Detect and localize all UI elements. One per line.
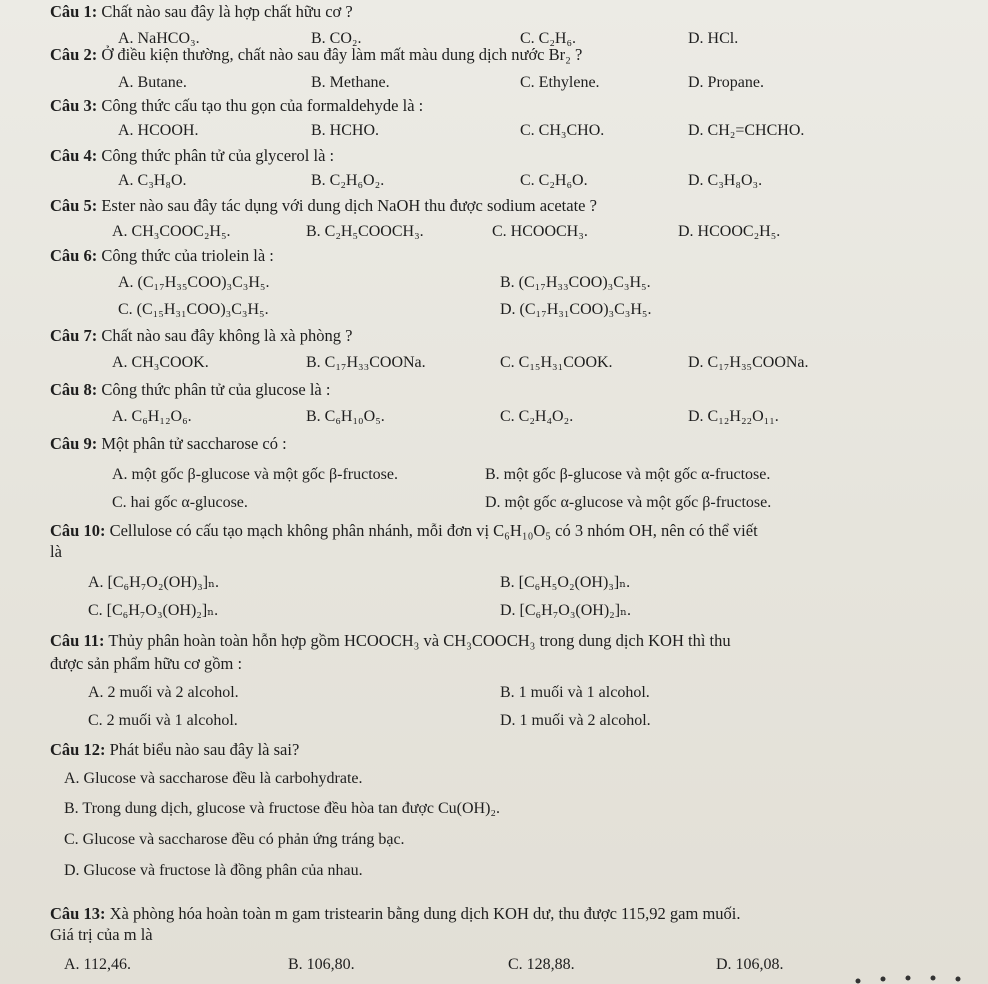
q2-option-d[interactable]: D. Propane. <box>688 74 764 91</box>
q12-option-c[interactable]: C. Glucose và saccharose đều có phản ứng tráng bạc. <box>64 831 405 848</box>
q4-option-a[interactable]: A. C₃H₈O. <box>118 172 187 189</box>
q10-option-d[interactable]: D. [C₆H₇O₃(OH)₂]ₙ. <box>500 602 631 619</box>
q1-option-c[interactable]: C. C₂H₆. <box>520 30 577 47</box>
question-11-cont: được sản phẩm hữu cơ gồm : <box>50 654 243 673</box>
question-2: Câu 2: Ở điều kiện thường, chất nào sau đây làm mất màu dung dịch nước Br₂ ? <box>50 45 583 64</box>
q1-option-a[interactable]: A. NaHCO₃. <box>118 30 200 47</box>
q10-option-c[interactable]: C. [C₆H₇O₃(OH)₂]ₙ. <box>88 602 219 619</box>
q12-option-b[interactable]: B. Trong dung dịch, glucose và fructose đều hòa tan được Cu(OH)₂. <box>64 800 500 817</box>
q11-option-b[interactable]: B. 1 muối và 1 alcohol. <box>500 684 650 701</box>
q2-option-b[interactable]: B. Methane. <box>311 74 390 91</box>
q6-option-c[interactable]: C. (C₁₅H₃₁COO)₃C₃H₅. <box>118 301 269 318</box>
question-13-cont: Giá trị của m là <box>50 925 153 944</box>
q13-option-d[interactable]: D. 106,08. <box>716 956 784 973</box>
q4-option-d[interactable]: D. C₃H₈O₃. <box>688 172 763 189</box>
question-13: Câu 13: Xà phòng hóa hoàn toàn m gam tristearin bằng dung dịch KOH dư, thu được 115,92 gam muối. <box>50 904 741 923</box>
q9-option-a[interactable]: A. một gốc β-glucose và một gốc β-fructose. <box>112 466 398 483</box>
question-8: Câu 8: Công thức phân tử của glucose là : <box>50 380 331 399</box>
q9-option-c[interactable]: C. hai gốc α-glucose. <box>112 494 248 511</box>
q3-option-d[interactable]: D. CH₂=CHCHO. <box>688 122 805 139</box>
q5-option-a[interactable]: A. CH₃COOC₂H₅. <box>112 223 231 240</box>
question-10: Câu 10: Cellulose có cấu tạo mạch không phân nhánh, mỗi đơn vị C₆H₁₀O₅ có 3 nhóm OH, nên có thể viết <box>50 521 758 540</box>
question-1: Câu 1: Chất nào sau đây là hợp chất hữu cơ ? <box>50 2 353 21</box>
q3-option-c[interactable]: C. CH₃CHO. <box>520 122 605 139</box>
q3-option-b[interactable]: B. HCHO. <box>311 122 380 139</box>
q8-option-c[interactable]: C. C₂H₄O₂. <box>500 408 574 425</box>
q5-option-d[interactable]: D. HCOOC₂H₅. <box>678 223 781 240</box>
q4-option-c[interactable]: C. C₂H₆O. <box>520 172 588 189</box>
q8-option-a[interactable]: A. C₆H₁₂O₆. <box>112 408 192 425</box>
q7-option-c[interactable]: C. C₁₅H₃₁COOK. <box>500 354 613 371</box>
q3-option-a[interactable]: A. HCOOH. <box>118 122 199 139</box>
q10-option-a[interactable]: A. [C₆H₇O₂(OH)₃]ₙ. <box>88 574 219 591</box>
question-5: Câu 5: Ester nào sau đây tác dụng với dung dịch NaOH thu được sodium acetate ? <box>50 196 597 215</box>
q9-option-b[interactable]: B. một gốc β-glucose và một gốc α-fructose. <box>485 466 771 483</box>
q7-option-b[interactable]: B. C₁₇H₃₃COONa. <box>306 354 426 371</box>
q9-option-d[interactable]: D. một gốc α-glucose và một gốc β-fructose. <box>485 494 772 511</box>
page-corner-marks <box>838 970 988 984</box>
q4-option-b[interactable]: B. C₂H₆O₂. <box>311 172 385 189</box>
q2-option-c[interactable]: C. Ethylene. <box>520 74 600 91</box>
q7-option-a[interactable]: A. CH₃COOK. <box>112 354 209 371</box>
q11-option-d[interactable]: D. 1 muối và 2 alcohol. <box>500 712 651 729</box>
q11-option-a[interactable]: A. 2 muối và 2 alcohol. <box>88 684 239 701</box>
q1-option-d[interactable]: D. HCl. <box>688 30 739 47</box>
q8-option-b[interactable]: B. C₆H₁₀O₅. <box>306 408 385 425</box>
question-6: Câu 6: Công thức của triolein là : <box>50 246 274 265</box>
question-10-cont: là <box>50 542 62 561</box>
q6-option-b[interactable]: B. (C₁₇H₃₃COO)₃C₃H₅. <box>500 274 651 291</box>
question-12: Câu 12: Phát biểu nào sau đây là sai? <box>50 740 300 759</box>
question-7: Câu 7: Chất nào sau đây không là xà phòng ? <box>50 326 353 345</box>
question-3: Câu 3: Công thức cấu tạo thu gọn của formaldehyde là : <box>50 96 424 115</box>
q12-option-a[interactable]: A. Glucose và saccharose đều là carbohydrate. <box>64 770 363 787</box>
q6-option-a[interactable]: A. (C₁₇H₃₅COO)₃C₃H₅. <box>118 274 270 291</box>
q2-option-a[interactable]: A. Butane. <box>118 74 187 91</box>
q7-option-d[interactable]: D. C₁₇H₃₅COONa. <box>688 354 809 371</box>
q13-option-c[interactable]: C. 128,88. <box>508 956 575 973</box>
q5-option-c[interactable]: C. HCOOCH₃. <box>492 223 588 240</box>
q11-option-c[interactable]: C. 2 muối và 1 alcohol. <box>88 712 238 729</box>
q6-option-d[interactable]: D. (C₁₇H₃₁COO)₃C₃H₅. <box>500 301 652 318</box>
q8-option-d[interactable]: D. C₁₂H₂₂O₁₁. <box>688 408 779 425</box>
q5-option-b[interactable]: B. C₂H₅COOCH₃. <box>306 223 424 240</box>
q13-option-a[interactable]: A. 112,46. <box>64 956 131 973</box>
question-4: Câu 4: Công thức phân tử của glycerol là : <box>50 146 335 165</box>
q13-option-b[interactable]: B. 106,80. <box>288 956 355 973</box>
question-9: Câu 9: Một phân tử saccharose có : <box>50 434 287 453</box>
q10-option-b[interactable]: B. [C₆H₅O₂(OH)₃]ₙ. <box>500 574 631 591</box>
q1-option-b[interactable]: B. CO₂. <box>311 30 362 47</box>
question-11: Câu 11: Thủy phân hoàn toàn hỗn hợp gồm HCOOCH₃ và CH₃COOCH₃ trong dung dịch KOH thì thu <box>50 631 731 650</box>
q12-option-d[interactable]: D. Glucose và fructose là đồng phân của nhau. <box>64 862 363 879</box>
